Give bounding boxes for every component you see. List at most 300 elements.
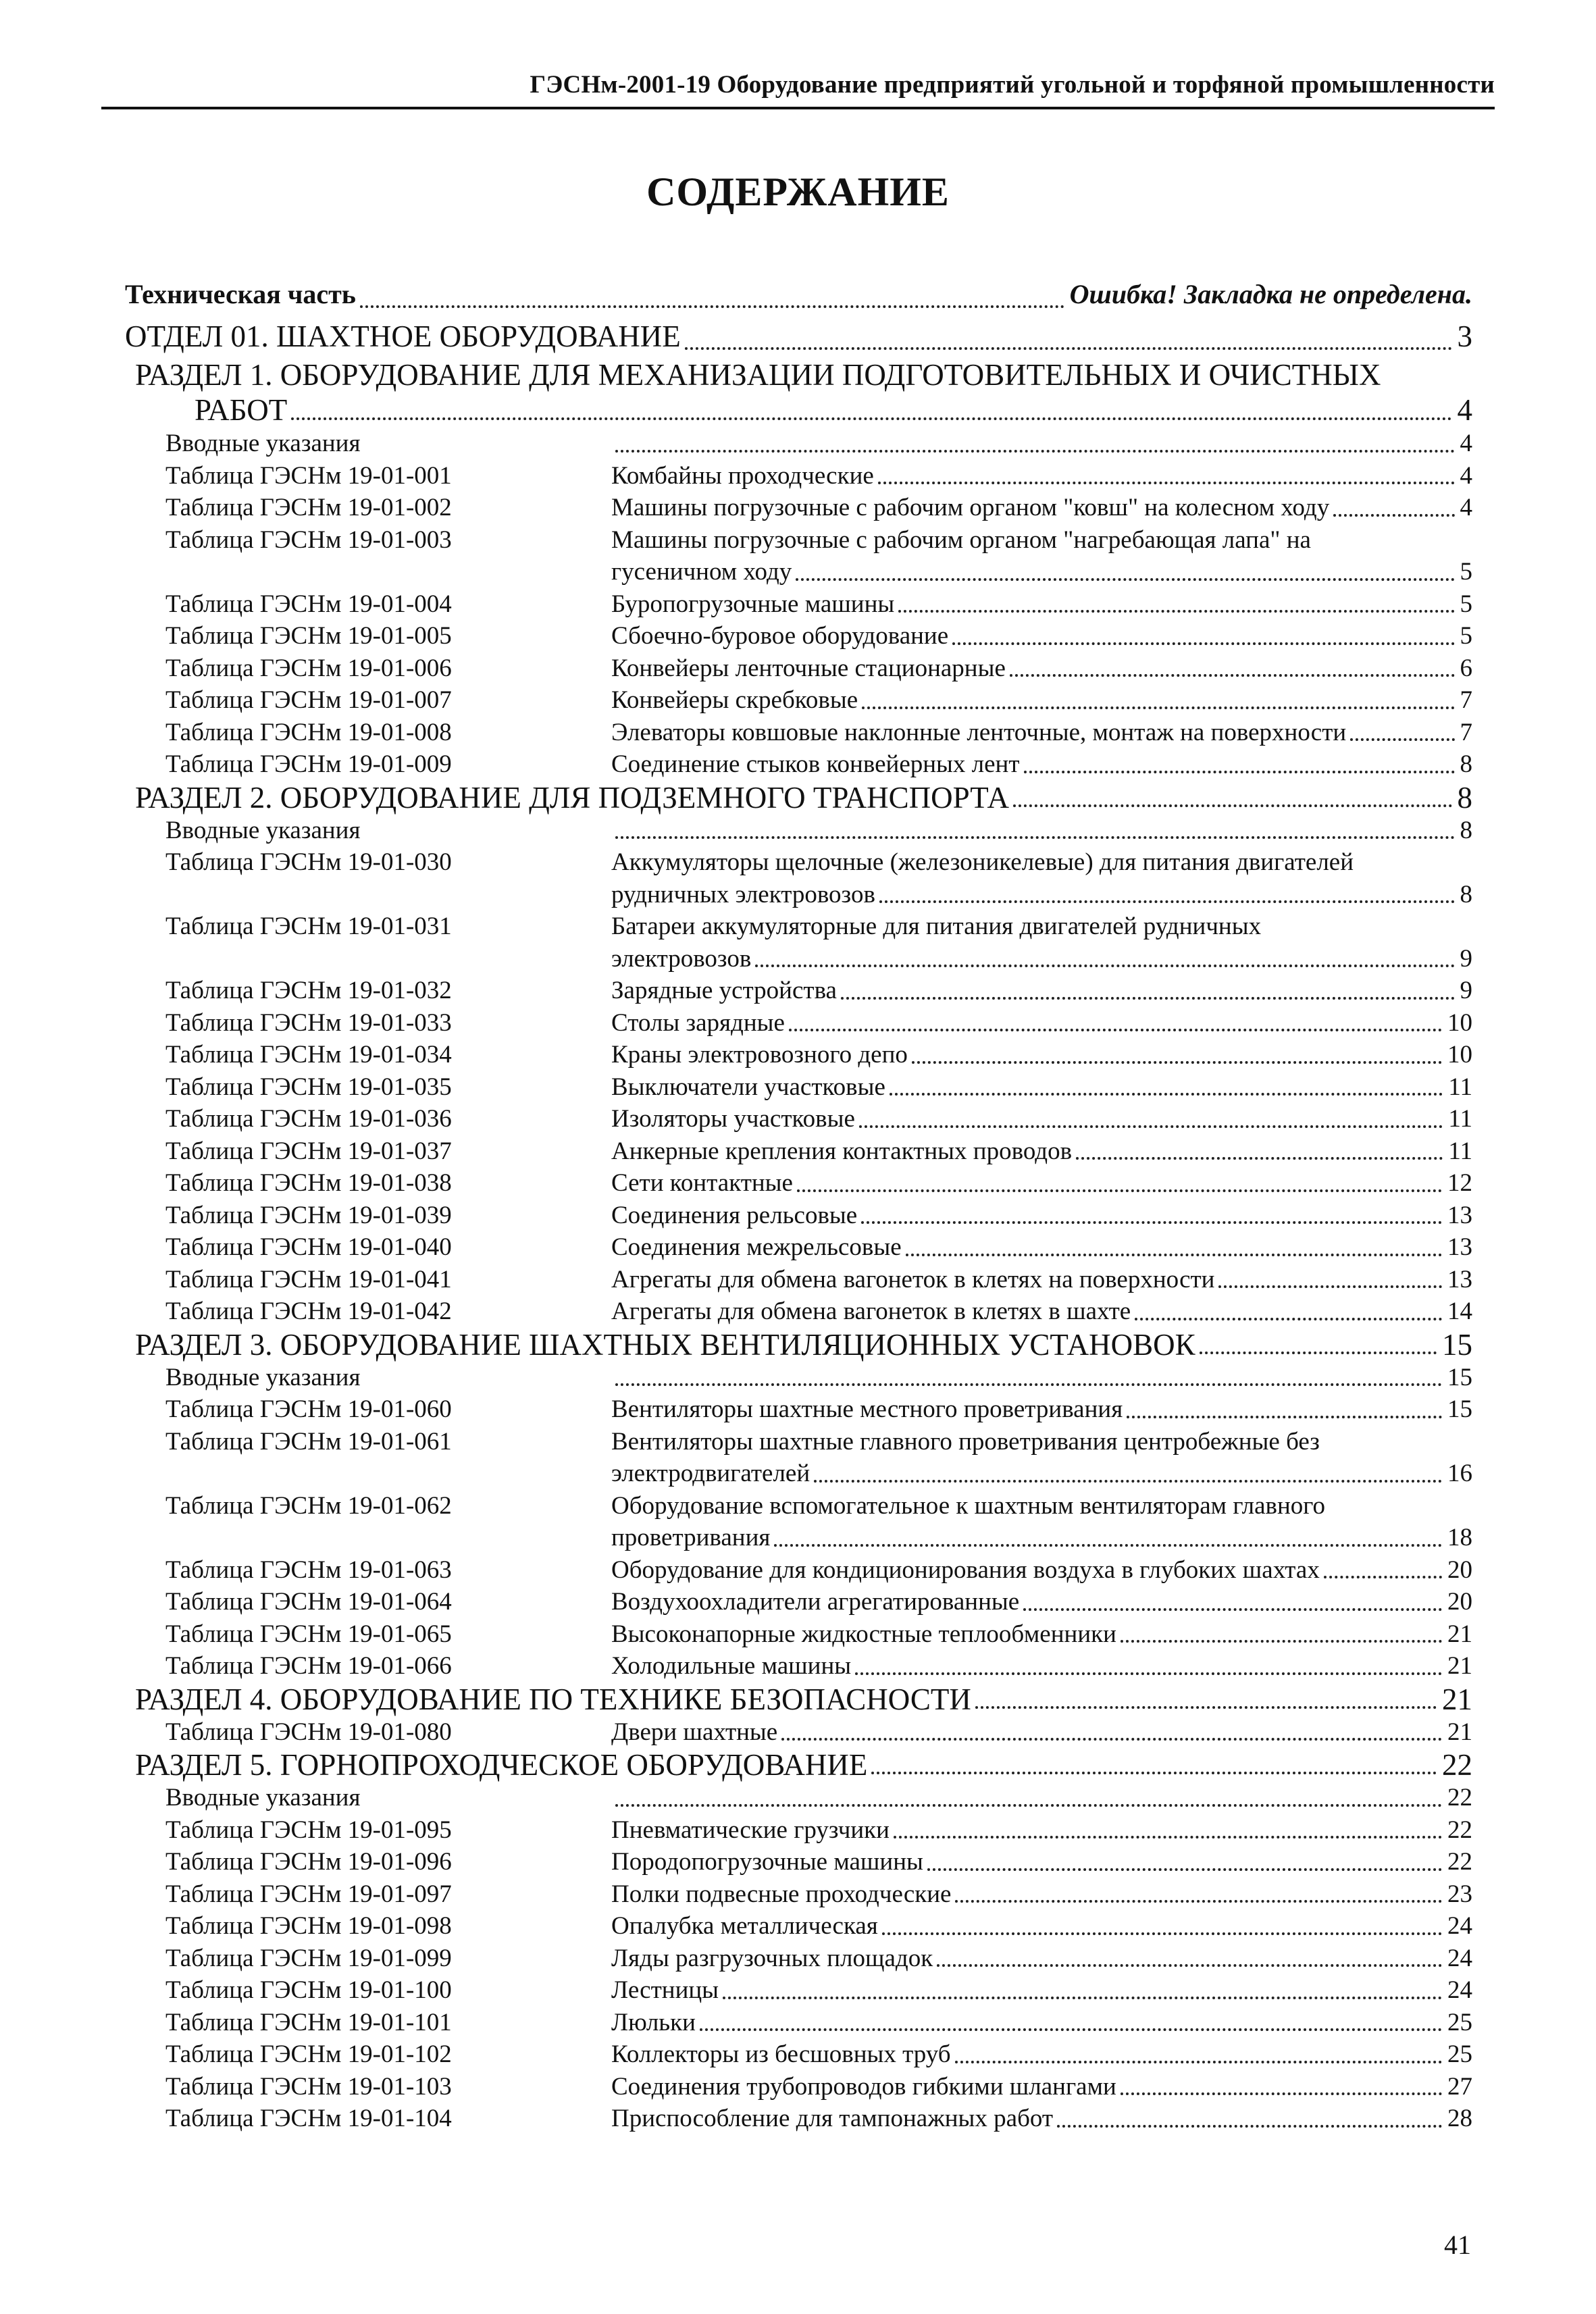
toc-entry-label: Таблица ГЭСНм 19-01-040 [165,1233,452,1261]
toc-section-heading[interactable] [125,781,1472,815]
toc-entry-description [611,620,1472,652]
toc-entry[interactable] [125,460,1472,492]
dot-leader [859,1125,1443,1128]
toc-entry-label: Таблица ГЭСНм 19-01-004 [165,590,452,618]
dot-leader [789,1029,1442,1031]
toc-entry-description [611,1586,1472,1618]
toc-entry-page: 13 [1447,1233,1472,1261]
toc-entry-page: 11 [1448,1073,1472,1101]
toc-entry-page: 11 [1448,1137,1472,1165]
dot-leader [952,642,1454,645]
dot-leader [862,706,1454,709]
toc-entry[interactable] [125,846,1472,910]
toc-entry-line [611,1264,1472,1296]
toc-entry-label: Таблица ГЭСНм 19-01-008 [165,718,452,746]
dot-leader [878,482,1455,484]
dot-leader [1121,2092,1442,2095]
toc-entry-desc: Агрегаты для обмена вагонеток в клетях на поверхности [611,1265,1215,1293]
toc-entry-line [611,1974,1472,2007]
toc-entry-page: 21 [1447,1718,1472,1746]
dot-leader [1024,771,1455,773]
toc-entry[interactable] [125,1650,1472,1682]
toc-entry-page: 5 [1460,590,1472,618]
toc-entry-desc: Холодильные машины [611,1652,852,1680]
toc-entry[interactable] [125,492,1472,524]
toc-entry-page: 15 [1447,1395,1472,1423]
toc-entry[interactable] [125,1007,1472,1039]
toc-entry-label: Таблица ГЭСНм 19-01-061 [165,1427,452,1456]
dot-leader [1135,1318,1442,1320]
toc-entry-desc: Комбайны проходческие [611,461,874,490]
toc-entry-label: Таблица ГЭСНм 19-01-002 [165,494,452,521]
toc-entry-page: 24 [1447,1912,1472,1940]
dot-leader [774,1544,1442,1547]
toc-entry[interactable] [125,2103,1472,2135]
dot-leader [1350,738,1454,741]
dot-leader [955,1900,1442,1903]
toc-entry-label: Таблица ГЭСНм 19-01-030 [165,848,452,876]
toc-entry[interactable] [125,1618,1472,1651]
toc-entry[interactable] [125,1846,1472,1878]
toc-entry-desc: Опалубка металлическая [611,1912,878,1940]
toc-entry-description [611,1846,1472,1878]
toc-section-title-line2 [135,392,1472,428]
toc-entry-desc: Соединения рельсовые [611,1201,858,1229]
dot-leader [1121,1640,1442,1643]
toc-entry-line [611,1716,1472,1749]
dot-leader [797,1189,1442,1192]
toc-entry-page: 6 [1460,654,1472,682]
toc-entry[interactable] [125,717,1472,749]
toc-entry-desc: Соединения межрельсовые [611,1233,902,1261]
toc-entry-page: 11 [1448,1105,1472,1133]
toc-entry-line [611,1458,1472,1490]
toc-entry-desc-line1: Вентиляторы шахтные главного проветривания центробежные без [611,1427,1320,1456]
toc-entry-label: Таблица ГЭСНм 19-01-007 [165,686,452,714]
toc-entry-page: 5 [1460,622,1472,650]
toc-entry-desc: электровозов [611,944,752,973]
toc-section-heading[interactable] [125,1328,1472,1362]
toc-entry[interactable] [125,748,1472,781]
toc-entry-line [611,1650,1472,1682]
toc-entry-description [611,1393,1472,1426]
dot-leader [796,578,1454,581]
dot-leader [615,1383,1442,1386]
toc-entry-line [611,1586,1472,1618]
toc-entry-line [611,620,1472,652]
toc-entry-page: 25 [1447,2008,1472,2036]
toc-entry[interactable] [125,2071,1472,2103]
toc-section-title-cont: РАБОТ [195,393,288,427]
toc-entry-label: Таблица ГЭСНм 19-01-009 [165,750,452,778]
toc-entry-description [611,1782,1472,1814]
toc-entry-desc: Вентиляторы шахтные местного проветривания [611,1395,1123,1423]
toc-entry-desc: Анкерные крепления контактных проводов [611,1137,1073,1165]
toc-entry-line [611,652,1472,685]
toc-entry[interactable] [125,2007,1472,2039]
toc-entry[interactable] [125,684,1472,717]
toc-section-page: 21 [1442,1682,1472,1716]
toc-entry-label: Таблица ГЭСНм 19-01-039 [165,1201,452,1229]
toc-sections [125,357,1472,2135]
toc-entry-label: Таблица ГЭСНм 19-01-037 [165,1137,452,1165]
toc-entry-page: 8 [1460,816,1472,844]
toc-section-title: РАЗДЕЛ 3. ОБОРУДОВАНИЕ ШАХТНЫХ ВЕНТИЛЯЦИОННЫХ УСТАНОВОК [135,1327,1195,1362]
toc-entry[interactable] [125,1586,1472,1618]
dot-leader [1010,674,1455,677]
toc-entry-description [611,1943,1472,1975]
dot-leader [890,1093,1443,1096]
toc-entry-page: 9 [1460,977,1472,1004]
dot-leader [898,610,1454,613]
toc-entry-label: Таблица ГЭСНм 19-01-064 [165,1588,452,1616]
toc-entry-line [611,1782,1472,1814]
toc-entry-page: 13 [1447,1201,1472,1229]
toc-entry-description [611,1362,1472,1394]
toc-entry-description [611,717,1472,749]
dot-leader [723,1997,1442,1999]
toc-entry-desc: Изоляторы участковые [611,1105,855,1133]
toc-entry-line [611,1071,1472,1104]
toc-entry-page: 22 [1447,1784,1472,1811]
toc-entry[interactable] [125,1490,1472,1554]
toc-entry-description [611,1426,1472,1490]
toc-entry-line [611,879,1472,911]
toc-entry-desc: рудничных электровозов [611,880,875,908]
toc-entry-line [611,815,1472,847]
toc-entry-label: Таблица ГЭСНм 19-01-036 [165,1105,452,1133]
dot-leader [879,900,1455,903]
toc-entry-label: Таблица ГЭСНм 19-01-033 [165,1008,452,1037]
dot-leader [1333,514,1454,517]
toc-entry-description [611,1103,1472,1135]
toc-entry[interactable] [125,588,1472,621]
toc-entry-label: Таблица ГЭСНм 19-01-099 [165,1944,452,1972]
toc-entry-label: Таблица ГЭСНм 19-01-041 [165,1265,452,1293]
toc-entry-line [611,1393,1472,1426]
toc-entry[interactable] [125,1200,1472,1232]
toc-entry-line [611,556,1472,588]
toc-entry-label: Таблица ГЭСНм 19-01-060 [165,1395,452,1423]
toc-entry-page: 23 [1447,1880,1472,1908]
toc-entry-desc: Люльки [611,2008,696,2036]
toc-entry-description [611,524,1472,588]
toc-entry-page: 21 [1447,1620,1472,1648]
toc-entry-description [611,846,1472,910]
toc-entry-label: Вводные указания [165,816,361,844]
toc-entry[interactable] [125,1878,1472,1911]
toc-entry-label: Таблица ГЭСНм 19-01-042 [165,1297,452,1325]
toc-entry-page: 10 [1447,1041,1472,1069]
toc-entry[interactable] [125,1295,1472,1328]
toc-entry[interactable] [125,815,1472,847]
toc-entry-description [611,1039,1472,1071]
toc-entry[interactable] [125,1393,1472,1426]
toc-entry-label: Таблица ГЭСНм 19-01-102 [165,2040,452,2068]
toc-entry-label: Таблица ГЭСНм 19-01-034 [165,1041,452,1069]
toc-entry-description [611,1200,1472,1232]
toc-entry-description [611,428,1472,460]
toc-otdel-title: ОТДЕЛ 01. ШАХТНОЕ ОБОРУДОВАНИЕ [125,319,681,353]
toc-entry-desc: электродвигателей [611,1460,810,1487]
toc-entry-description [611,2103,1472,2135]
toc-entry-description [611,652,1472,685]
toc-entry-description [611,2007,1472,2039]
toc-entry-label: Таблица ГЭСНм 19-01-038 [165,1169,452,1197]
toc-entry-label: Таблица ГЭСНм 19-01-096 [165,1848,452,1876]
toc-entry-line [611,2071,1472,2103]
toc-entry-label: Таблица ГЭСНм 19-01-101 [165,2008,452,2036]
dot-leader [861,1221,1442,1224]
toc-entry[interactable] [125,428,1472,460]
toc-entry[interactable] [125,1103,1472,1135]
toc-entry-line [611,1362,1472,1394]
toc-entry-line [611,1007,1472,1039]
toc-entry-desc: Элеваторы ковшовые наклонные ленточные, монтаж на поверхности [611,718,1347,746]
toc-entry-page: 13 [1447,1265,1472,1293]
toc-entry-page: 20 [1447,1588,1472,1616]
toc-entry-desc-line1: Батареи аккумуляторные для питания двигателей рудничных [611,912,1262,940]
toc-entry[interactable] [125,1814,1472,1847]
toc-entry-desc: Полки подвесные проходческие [611,1880,952,1908]
dot-leader [906,1254,1442,1256]
toc-entry[interactable] [125,1974,1472,2007]
toc-entry-page: 7 [1460,686,1472,714]
toc-entry[interactable] [125,1264,1472,1296]
toc-section-page: 15 [1442,1327,1472,1362]
toc-entry-page: 20 [1447,1555,1472,1584]
toc-entry-line [611,717,1472,749]
toc-otdel-page: 3 [1457,319,1472,353]
toc-entry-line [611,748,1472,781]
toc-entry-description [611,1618,1472,1651]
toc-entry-label: Таблица ГЭСНм 19-01-097 [165,1880,452,1908]
toc-entry-page: 24 [1447,1944,1472,1972]
toc-entry-label: Вводные указания [165,1784,361,1811]
toc-entry-label: Таблица ГЭСНм 19-01-003 [165,525,452,554]
toc-entry-line [611,1103,1472,1135]
toc-entry-page: 21 [1447,1652,1472,1680]
toc-entry-description [611,1554,1472,1587]
toc-entry[interactable] [125,1231,1472,1264]
toc-entry-label: Таблица ГЭСНм 19-01-063 [165,1555,452,1584]
toc-entry[interactable] [125,1910,1472,1943]
toc-entry-line [611,2103,1472,2135]
toc-entry-description [611,1295,1472,1328]
toc-entry-line [611,2038,1472,2071]
toc-entry-line [611,588,1472,621]
toc-entry-desc: Приспособление для тампонажных работ [611,2105,1054,2132]
toc-tech-page: Ошибка! Закладка не определена. [1069,279,1472,309]
toc-entry-page: 4 [1460,430,1472,457]
toc-entry-desc: Пневматические грузчики [611,1816,890,1844]
toc-entry-label: Таблица ГЭСНм 19-01-104 [165,2105,452,2132]
toc-entry-description [611,1490,1472,1554]
toc-section-heading[interactable] [125,1682,1472,1716]
toc-entry-page: 15 [1447,1363,1472,1391]
toc-entry-description [611,492,1472,524]
toc-entry-page: 24 [1447,1976,1472,2004]
toc-entry-line [611,1943,1472,1975]
toc-entry-desc: Конвейеры ленточные стационарные [611,654,1006,682]
toc-entry[interactable] [125,620,1472,652]
dot-leader [855,1672,1442,1675]
toc-entry-label: Таблица ГЭСНм 19-01-103 [165,2072,452,2101]
toc-entry-desc-line1: Машины погрузочные с рабочим органом "нагребающая лапа" на [611,525,1311,554]
dot-leader [975,1706,1437,1709]
toc-entry-desc: Краны электровозного депо [611,1041,908,1069]
toc-entry[interactable] [125,1135,1472,1168]
toc-entry-desc: Двери шахтные [611,1718,778,1746]
toc-entry-page: 28 [1447,2105,1472,2132]
toc-entry-label: Таблица ГЭСНм 19-01-062 [165,1491,452,1520]
toc-entry-desc: Породопогрузочные машины [611,1848,923,1876]
toc-entry-label: Таблица ГЭСНм 19-01-098 [165,1912,452,1940]
toc-entry-desc: Высоконапорные жидкостные теплообменники [611,1620,1116,1648]
dot-leader [1200,1352,1437,1354]
toc-entry[interactable] [125,1039,1472,1071]
toc-entry[interactable] [125,1426,1472,1490]
toc-entry-line [611,1554,1472,1587]
toc-entry[interactable] [125,1362,1472,1394]
dot-leader [871,1772,1437,1774]
toc-entry-description [611,1878,1472,1911]
toc-entry[interactable] [125,910,1472,975]
toc-entry-desc: Соединения трубопроводов гибкими шлангами [611,2072,1116,2101]
toc-entry-line [611,1167,1472,1200]
toc-entry-page: 22 [1447,1848,1472,1876]
toc-entry-desc-line1: Аккумуляторы щелочные (железоникелевые) для питания двигателей [611,848,1354,876]
toc-entry-line [611,1910,1472,1943]
toc-entry-desc: Агрегаты для обмена вагонеток в клетях в шахте [611,1297,1131,1325]
dot-leader [894,1836,1442,1839]
toc-entry[interactable] [125,1943,1472,1975]
toc-entry-page: 27 [1447,2072,1472,2101]
dot-leader [955,2061,1442,2063]
toc-entry-label: Вводные указания [165,430,361,457]
toc-entry-description [611,1910,1472,1943]
toc-entry-line [611,684,1472,717]
toc-section-title: РАЗДЕЛ 4. ОБОРУДОВАНИЕ ПО ТЕХНИКЕ БЕЗОПАСНОСТИ [135,1682,971,1716]
toc-entry-label: Таблица ГЭСНм 19-01-032 [165,977,452,1004]
toc-entry-line [611,1522,1472,1554]
toc-entry-desc: Оборудование для кондиционирования воздуха в глубоких шахтах [611,1555,1320,1584]
dot-leader [1324,1576,1442,1578]
toc-entry-label: Таблица ГЭСНм 19-01-001 [165,461,452,490]
toc-section-page: 22 [1442,1748,1472,1782]
toc-entry-page: 25 [1447,2040,1472,2068]
toc-entry-page: 8 [1460,750,1472,778]
dot-leader [360,305,1064,308]
toc-entry[interactable] [125,1167,1472,1200]
toc-entry-label: Таблица ГЭСНм 19-01-035 [165,1073,452,1101]
toc-entry-line [611,2007,1472,2039]
toc-section-title: РАЗДЕЛ 1. ОБОРУДОВАНИЕ ДЛЯ МЕХАНИЗАЦИИ ПОДГОТОВИТЕЛЬНЫХ И ОЧИСТНЫХ [135,358,1381,392]
header-rule [101,107,1495,109]
toc-entry-description [611,1650,1472,1682]
toc-entry[interactable] [125,1554,1472,1587]
toc-entry-desc: Сбоечно-буровое оборудование [611,622,949,650]
toc-entry-line [611,1878,1472,1911]
toc-entry-desc: Сети контактные [611,1169,793,1197]
toc-entry-line [611,1135,1472,1168]
dot-leader [291,417,1451,420]
dot-leader [841,997,1455,1000]
toc-tech-title: Техническая часть [125,279,356,309]
toc-entry-desc: Выключатели участковые [611,1073,885,1101]
toc-entry-desc: проветривания [611,1524,771,1551]
dot-leader [615,450,1455,453]
toc-entry-description [611,1974,1472,2007]
toc-entry-description [611,2038,1472,2071]
toc-entry-page: 16 [1447,1460,1472,1487]
dot-leader [1013,804,1452,807]
toc-entry-label: Таблица ГЭСНм 19-01-065 [165,1620,452,1648]
dot-leader [781,1738,1442,1741]
dot-leader [615,1804,1442,1807]
toc-entry-line [611,1200,1472,1232]
toc-entry[interactable] [125,1071,1472,1104]
toc-entry-description [611,1071,1472,1104]
toc-entry-description [611,1814,1472,1847]
toc-entry-page: 4 [1460,494,1472,521]
page-title: СОДЕРЖАНИЕ [646,170,950,214]
toc-entry-page: 14 [1447,1297,1472,1325]
dot-leader [1057,2125,1442,2128]
toc-entry-desc: Коллекторы из бесшовных труб [611,2040,951,2068]
dot-leader [615,836,1455,839]
toc-entry-desc: Лестницы [611,1976,719,2004]
toc-entry-page: 4 [1460,461,1472,490]
toc-entry-label: Таблица ГЭСНм 19-01-080 [165,1718,452,1746]
toc-entry-desc: гусеничном ходу [611,558,792,586]
toc-entry[interactable] [125,524,1472,588]
toc-entry[interactable] [125,652,1472,685]
table-of-contents [125,274,1472,2135]
toc-entry-desc: Машины погрузочные с рабочим органом "ковш" на колесном ходу [611,494,1330,521]
dot-leader [755,965,1454,967]
toc-otdel[interactable] [125,315,1472,357]
toc-section-heading[interactable] [125,357,1472,428]
running-header: ГЭСНм-2001-19 Оборудование предприятий угольной и торфяной промышленности [530,71,1495,99]
toc-entry-desc: Воздухоохладители агрегатированные [611,1588,1020,1616]
toc-entry[interactable] [125,975,1472,1007]
toc-entry-page: 22 [1447,1816,1472,1844]
toc-entry-page: 10 [1447,1008,1472,1037]
toc-entry-label: Таблица ГЭСНм 19-01-066 [165,1652,452,1680]
dot-leader [1127,1416,1442,1418]
toc-entry-desc: Соединение стыков конвейерных лент [611,750,1020,778]
toc-entry-description [611,2071,1472,2103]
toc-entry-line [611,1814,1472,1847]
toc-entry-line [611,492,1472,524]
toc-entry-label: Таблица ГЭСНм 19-01-005 [165,622,452,650]
toc-entry[interactable] [125,1782,1472,1814]
toc-entry[interactable] [125,2038,1472,2071]
toc-entry[interactable] [125,1716,1472,1749]
toc-entry-desc: Ляды разгрузочных площадок [611,1944,933,1972]
dot-leader [685,347,1452,350]
toc-entry-line [611,975,1472,1007]
toc-tech-part[interactable] [125,274,1472,315]
dot-leader [1218,1285,1442,1288]
dot-leader [912,1061,1442,1064]
toc-entry-page: 8 [1460,880,1472,908]
toc-section-heading[interactable] [125,1748,1472,1782]
toc-entry-desc: Конвейеры скребковые [611,686,858,714]
toc-entry-page: 12 [1447,1169,1472,1197]
toc-entry-label: Таблица ГЭСНм 19-01-100 [165,1976,452,2004]
